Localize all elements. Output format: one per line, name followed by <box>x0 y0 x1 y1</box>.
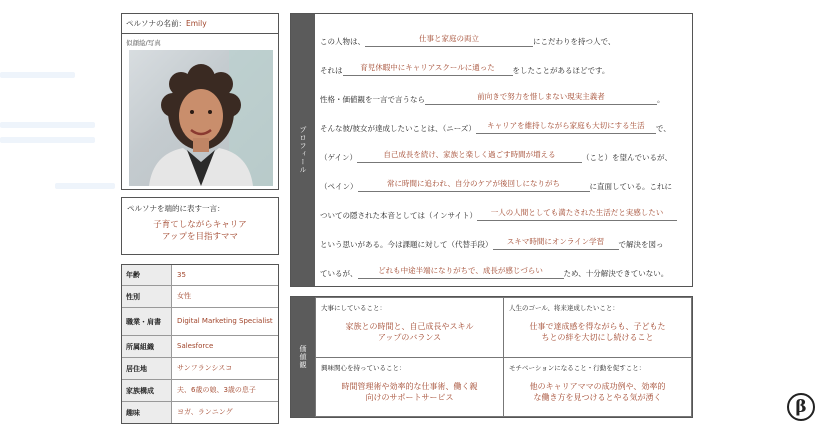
goal-line: ちとの絆を大切にし続けること <box>541 333 654 342</box>
profile-text: （ペイン） <box>320 182 358 191</box>
values-tab <box>291 297 315 417</box>
attribute-value: 女性 <box>177 292 191 300</box>
attribute-key: 趣味 <box>122 402 172 423</box>
profile-blank <box>357 150 582 163</box>
profile-blank <box>493 237 619 250</box>
profile-text: ついての隠された本音としては（インサイト） <box>320 211 477 220</box>
photo-label: 似顔絵/写真 <box>126 39 161 47</box>
profile-text: という思いがある。今は課題に対して（代替手段） <box>320 240 493 249</box>
interest-cell <box>315 357 504 417</box>
profile-blank <box>477 208 677 221</box>
profile-line <box>320 266 668 279</box>
attribute-key: 居住地 <box>122 358 172 379</box>
attribute-key: 職業・肩書 <box>122 308 172 335</box>
interest-line: 時間管理術や効率的な仕事術、働く親 <box>341 382 478 391</box>
background-decoration <box>55 183 115 189</box>
profile-text: にこだわりを持つ人で、 <box>533 37 616 46</box>
attribute-key: 年齢 <box>122 265 172 285</box>
summary-line: 子育てしながらキャリア <box>153 220 247 230</box>
attribute-value: 35 <box>177 270 186 279</box>
profile-tab-label: プロフィール <box>299 126 307 174</box>
profile-tab <box>291 14 315 286</box>
profile-line <box>320 63 609 76</box>
motivation-title: モチベーションになること・行動を促すこと： <box>509 364 646 372</box>
interest-line: 向けのサポートサービス <box>365 393 454 402</box>
table-row <box>122 308 278 336</box>
interest-text <box>316 381 503 403</box>
persona-name-label: ペルソナの名前： <box>126 19 186 28</box>
profile-line <box>320 237 664 250</box>
motivation-text <box>504 381 691 403</box>
goal-title: 人生のゴール、将来達成したいこと： <box>509 304 619 312</box>
profile-text: ているが、 <box>320 269 358 278</box>
values-tab-label: 価値観 <box>299 345 307 369</box>
profile-fill: スキマ時間にオンライン学習 <box>506 237 605 246</box>
profile-text: （ゲイン） <box>320 153 357 162</box>
profile-text: で、 <box>655 124 671 133</box>
attributes-table <box>121 264 279 424</box>
table-row <box>122 286 278 308</box>
important-text <box>316 321 503 343</box>
profile-line <box>320 121 671 134</box>
profile-line <box>320 92 665 105</box>
profile-text: それは <box>320 66 343 75</box>
attribute-key: 所属組織 <box>122 336 172 357</box>
profile-line <box>320 179 672 192</box>
profile-fill: 育児休暇中にキャリアスクールに通った <box>360 63 495 72</box>
profile-blank <box>425 92 657 105</box>
profile-fill: どれも中途半端になりがちで、成長が感じづらい <box>378 266 543 275</box>
profile-text: で解決を図っ <box>618 240 664 249</box>
profile-blank <box>343 63 513 76</box>
background-decoration <box>0 122 95 128</box>
goal-cell <box>503 297 692 358</box>
values-panel <box>290 296 693 418</box>
important-title: 大事にしていること： <box>321 304 386 312</box>
table-row <box>122 380 278 402</box>
table-row <box>122 265 278 286</box>
motivation-line: 他のキャリアママの成功例や、効率的 <box>529 382 666 391</box>
profile-text: そんな彼/彼女が達成したいことは、（ニーズ） <box>320 124 476 133</box>
attribute-value: 夫、6歳の娘、3歳の息子 <box>177 386 256 394</box>
persona-name-row <box>122 14 278 34</box>
profile-fill: キャリアを維持しながら家庭も大切にする生活 <box>487 121 645 130</box>
profile-fill: 仕事と家庭の両立 <box>419 34 479 43</box>
goal-line: 仕事で達成感を得ながらも、子どもた <box>529 322 666 331</box>
motivation-line: な働き方を見つけるとやる気が湧く <box>533 393 662 402</box>
profile-line <box>320 150 672 163</box>
attribute-key: 家族構成 <box>122 380 172 401</box>
attribute-key: 性別 <box>122 286 172 307</box>
attribute-value: Digital Marketing Specialist <box>177 317 273 325</box>
profile-fill: 常に時間に追われ、自分のケアが後回しになりがち <box>387 179 560 188</box>
profile-text: この人物は、 <box>320 37 365 46</box>
profile-blank <box>358 266 564 279</box>
profile-text: ため、十分解決できていない。 <box>563 269 669 278</box>
profile-panel <box>290 13 693 287</box>
table-row <box>122 358 278 380</box>
persona-name-value: Emily <box>186 19 207 28</box>
motivation-cell <box>503 357 692 417</box>
attribute-value: ヨガ、ランニング <box>177 408 233 416</box>
summary-text <box>122 219 278 243</box>
important-line: 家族との時間と、自己成長やスキル <box>345 322 474 331</box>
persona-summary-panel <box>121 197 279 255</box>
profile-fill: 一人の人間としても満たされた生活だと実感したい <box>490 208 664 217</box>
attribute-value: サンフランシスコ <box>177 364 233 372</box>
summary-line: アップを目指すママ <box>162 232 238 242</box>
attribute-value: Salesforce <box>177 342 214 350</box>
brand-logo <box>787 393 815 421</box>
important-line: アップのバランス <box>377 333 442 342</box>
persona-name-panel <box>121 13 279 190</box>
profile-blank <box>358 179 590 192</box>
profile-text: 性格・価値観を一言で言うなら <box>320 95 425 104</box>
table-row <box>122 402 278 423</box>
profile-text: をしたことがあるほどです。 <box>512 66 610 75</box>
interest-title: 興味関心を持っていること： <box>321 364 406 372</box>
goal-text <box>504 321 691 343</box>
profile-text: に直面している。これに <box>589 182 672 191</box>
table-row <box>122 336 278 358</box>
profile-fill: 前向きで努力を惜しまない現実主義者 <box>477 92 605 101</box>
profile-text: 。 <box>657 95 665 104</box>
profile-line <box>320 208 677 221</box>
background-decoration <box>0 137 95 143</box>
profile-blank <box>476 121 656 134</box>
background-decoration <box>0 72 75 78</box>
profile-blank <box>365 34 533 47</box>
beta-logo-icon: β <box>795 397 807 417</box>
important-cell <box>315 297 504 358</box>
profile-fill: 自己成長を続け、家族と楽しく過ごす時間が増える <box>383 150 556 159</box>
summary-title: ペルソナを端的に表す一言： <box>127 204 225 213</box>
persona-photo <box>129 50 273 186</box>
profile-text: （こと）を望んでいるが、 <box>581 153 672 162</box>
profile-line <box>320 34 615 47</box>
